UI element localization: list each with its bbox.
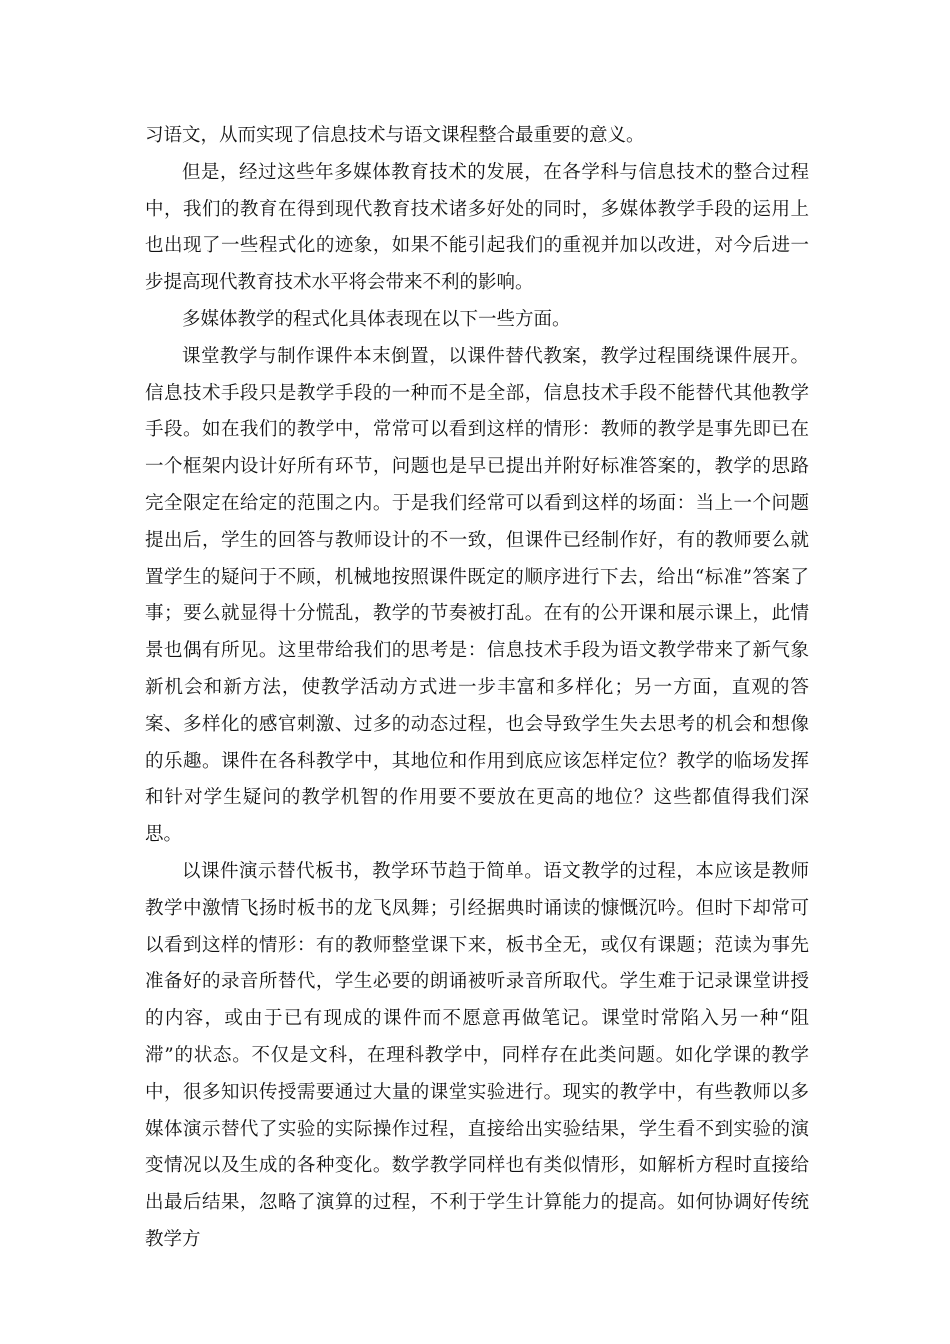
paragraph: 以课件演示替代板书，教学环节趋于简单。语文教学的过程，本应该是教师教学中激情飞扬时板书的龙飞凤舞；引经据典时诵读的慷慨沉吟。但时下却常可以看到这样的情形：有的教师整堂课下来，板书全无，或仅有课题；范读为事先准备好的录音所替代，学生必要的朗诵被听录音所取代。学生难于记录课堂讲授的内容，或由于已有现成的课件而不愿意再做笔记。课堂时常陷入另一种“阻滞”的状态。不仅是文科，在理科教学中，同样存在此类问题。如化学课的教学中，很多知识传授需要通过大量的课堂实验进行。现实的教学中，有些教师以多媒体演示替代了实验的实际操作过程，直接给出实验结果，学生看不到实验的演变情况以及生成的各种变化。数学教学同样也有类似情形，如解析方程时直接给出最后结果，忽略了演算的过程，不利于学生计算能力的提高。如何协调好传统教学方 bbox=[145, 860, 809, 1250]
paragraph: 多媒体教学的程式化具体表现在以下一些方面。 bbox=[182, 308, 571, 330]
paragraph: 但是，经过这些年多媒体教育技术的发展，在各学科与信息技术的整合过程中，我们的教育在得到现代教育技术诸多好处的同时，多媒体教学手段的运用上也出现了一些程式化的迹象，如果不能引起我们的重视并加以改进，对今后进一步提高现代教育技术水平将会带来不利的影响。 bbox=[145, 161, 809, 294]
paragraph: 课堂教学与制作课件本末倒置，以课件替代教案，教学过程围绕课件展开。信息技术手段只是教学手段的一种而不是全部，信息技术手段不能替代其他教学手段。如在我们的教学中，常常可以看到这样的情形：教师的教学是事先即已在一个框架内设计好所有环节，问题也是早已提出并附好标准答案的，教学的思路完全限定在给定的范围之内。于是我们经常可以看到这样的场面：当上一个问题提出后，学生的回答与教师设计的不一致，但课件已经制作好，有的教师要么就置学生的疑问于不顾，机械地按照课件既定的顺序进行下去，给出“标准”答案了事；要么就显得十分慌乱，教学的节奏被打乱。在有的公开课和展示课上，此情景也偶有所见。这里带给我们的思考是：信息技术手段为语文教学带来了新气象新机会和新方法，使教学活动方式进一步丰富和多样化；另一方面，直观的答案、多样化的感官刺激、过多的动态过程，也会导致学生失去思考的机会和想像的乐趣。课件在各科教学中，其地位和作用到底应该怎样定位？教学的临场发挥和针对学生疑问的教学机智的作用要不要放在更高的地位？这些都值得我们深思。 bbox=[145, 345, 809, 846]
paragraph: 习语文，从而实现了信息技术与语文课程整合最重要的意义。 bbox=[145, 125, 645, 146]
body-text bbox=[145, 118, 809, 1259]
